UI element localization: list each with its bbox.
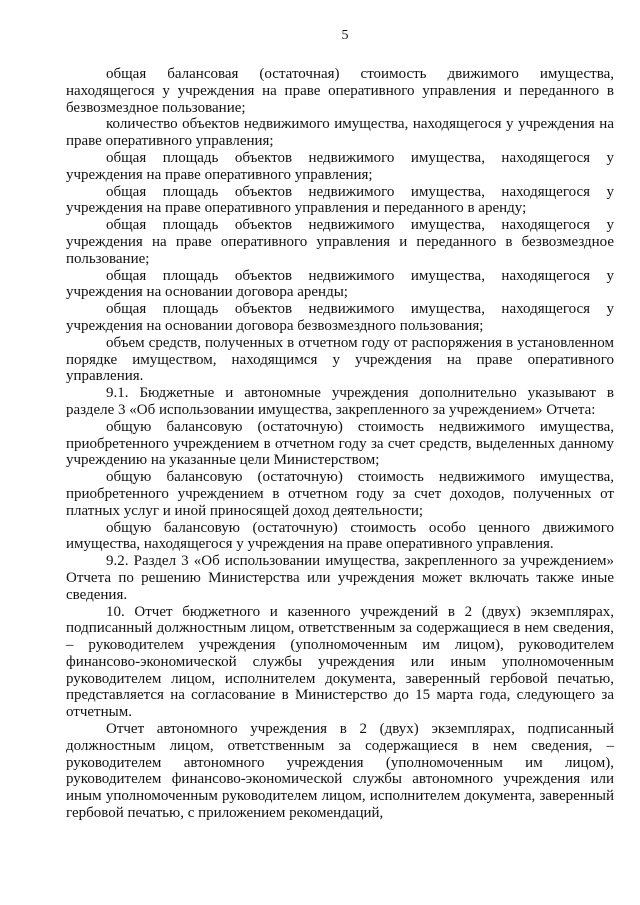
paragraph: Отчет автономного учреждения в 2 (двух) экземплярах, подписанный должностным лицом, ответственным за содержащиеся в нем сведения, – руководителем автономного учреждения (уполномоченным им лицом), руководителем финансово-экономической службы автономного учреждения или иным уполномоченным руководителем лицом, исполнителем документа, заверенный гербовой печатью, с приложением рекомендаций, xyxy=(66,721,614,822)
paragraph: общая балансовая (остаточная) стоимость движимого имущества, находящегося у учреждения на праве оперативного управления и переданного в безвозмездное пользование; xyxy=(66,66,614,116)
paragraph: 9.2. Раздел 3 «Об использовании имущества, закрепленного за учреждением» Отчета по решению Министерства или учреждения может включать также иные сведения. xyxy=(66,553,614,603)
paragraph: общую балансовую (остаточную) стоимость недвижимого имущества, приобретенного учреждением в отчетном году за счет доходов, полученных от платных услуг и иной приносящей доход деятельности; xyxy=(66,469,614,519)
paragraph: количество объектов недвижимого имущества, находящегося у учреждения на праве оперативного управления; xyxy=(66,116,614,150)
paragraph: объем средств, полученных в отчетном году от распоряжения в установленном порядке имуществом, находящимся у учреждения на праве оперативного управления. xyxy=(66,334,614,385)
paragraph: общая площадь объектов недвижимого имущества, находящегося у учреждения на основании договора аренды; xyxy=(66,267,614,301)
document-body xyxy=(66,66,614,822)
paragraph: 9.1. Бюджетные и автономные учреждения дополнительно указывают в разделе 3 «Об использовании имущества, закрепленного за учреждением» Отчета: xyxy=(66,385,614,418)
paragraph: общая площадь объектов недвижимого имущества, находящегося у учреждения на праве оперативного управления; xyxy=(66,149,614,183)
paragraph: 10. Отчет бюджетного и казенного учреждений в 2 (двух) экземплярах, подписанный должностным лицом, ответственным за содержащиеся в нем сведения, – руководителем учреждения (уполномоченным им лицом), руководителем финансово-экономической службы учреждения или иным уполномоченным руководителем лицом, исполнителем документа, заверенный гербовой печатью, представляется на согласование в Министерство до 15 марта года, следующего за отчетным. xyxy=(66,603,614,721)
paragraph: общую балансовую (остаточную) стоимость особо ценного движимого имущества, находящегося у учреждения на праве оперативного управления. xyxy=(66,519,614,553)
paragraph: общая площадь объектов недвижимого имущества, находящегося у учреждения на праве оперативного управления и переданного в аренду; xyxy=(66,183,614,217)
page-number: 5 xyxy=(341,28,349,43)
paragraph: общая площадь объектов недвижимого имущества, находящегося у учреждения на праве оперативного управления и переданного в безвозмездное пользование; xyxy=(66,217,614,267)
paragraph: общую балансовую (остаточную) стоимость недвижимого имущества, приобретенного учреждением в отчетном году за счет средств, выделенных данному учреждению на указанные цели Министерством; xyxy=(66,418,614,469)
paragraph: общая площадь объектов недвижимого имущества, находящегося у учреждения на основании договора безвозмездного пользования; xyxy=(66,301,614,334)
